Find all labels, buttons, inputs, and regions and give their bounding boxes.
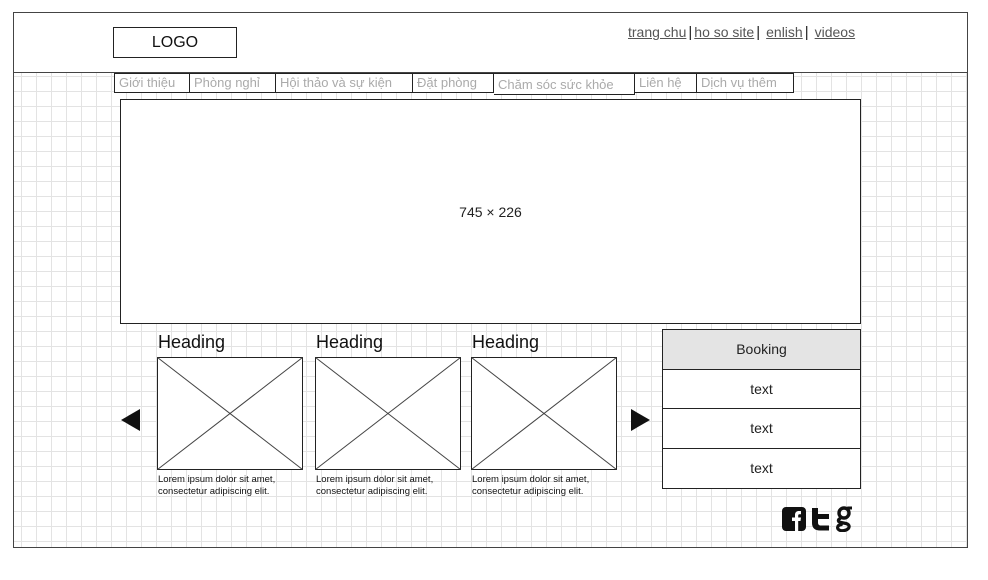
- nav-item-cham-soc[interactable]: Chăm sóc sức khỏe: [494, 73, 635, 95]
- banner-size-label: 745 × 226: [459, 203, 522, 220]
- site-header: [14, 13, 967, 73]
- card-text: Lorem ipsum dolor sit amet, consectetur adipiscing elit.: [158, 474, 276, 497]
- link-videos[interactable]: videos: [814, 24, 856, 40]
- card: [157, 329, 303, 498]
- google-icon[interactable]: [836, 506, 852, 532]
- link-separator: |: [756, 23, 761, 41]
- link-trang-chu[interactable]: trang chu: [628, 24, 687, 40]
- image-placeholder-icon: [315, 357, 461, 470]
- social-links: [782, 506, 856, 532]
- nav-item-hoi-thao[interactable]: Hội thảo và sự kiện: [276, 73, 413, 93]
- nav-item-lien-he[interactable]: Liên hệ: [635, 73, 697, 93]
- image-placeholder-icon: [471, 357, 617, 470]
- card-text: Lorem ipsum dolor sit amet, consectetur adipiscing elit.: [472, 474, 590, 497]
- image-placeholder-icon: [157, 357, 303, 470]
- nav-item-phong-nghi[interactable]: Phòng nghỉ: [190, 73, 276, 93]
- booking-panel: [662, 329, 861, 489]
- logo[interactable]: LOGO: [113, 27, 237, 58]
- facebook-icon[interactable]: [782, 507, 806, 531]
- triangle-right-icon: [631, 409, 651, 431]
- card-heading: Heading: [158, 332, 226, 352]
- nav-item-dat-phong[interactable]: Đặt phòng: [413, 73, 494, 93]
- nav-item-gioi-thieu[interactable]: Giới thiệu: [114, 73, 190, 93]
- card-heading: Heading: [472, 332, 540, 352]
- link-enlish[interactable]: enlish: [766, 24, 803, 40]
- carousel-next-button[interactable]: [631, 409, 651, 431]
- carousel-prev-button[interactable]: [121, 409, 141, 431]
- top-links: [628, 22, 855, 42]
- link-separator: |: [688, 23, 693, 41]
- booking-row[interactable]: text: [663, 409, 860, 449]
- card: [315, 329, 461, 498]
- card-text: Lorem ipsum dolor sit amet, consectetur adipiscing elit.: [316, 474, 434, 497]
- banner-image-placeholder: [120, 99, 861, 324]
- booking-title: Booking: [663, 330, 860, 370]
- card-heading: Heading: [316, 332, 384, 352]
- wireframe-page: [13, 12, 968, 548]
- card: [471, 329, 617, 498]
- link-ho-so-site[interactable]: ho so site: [694, 24, 755, 40]
- booking-row[interactable]: text: [663, 370, 860, 410]
- main-nav: [114, 73, 794, 93]
- nav-item-dich-vu[interactable]: Dịch vụ thêm: [697, 73, 794, 93]
- link-separator: |: [804, 23, 809, 41]
- twitter-icon[interactable]: [810, 507, 832, 531]
- triangle-left-icon: [121, 409, 141, 431]
- booking-row[interactable]: text: [663, 449, 860, 489]
